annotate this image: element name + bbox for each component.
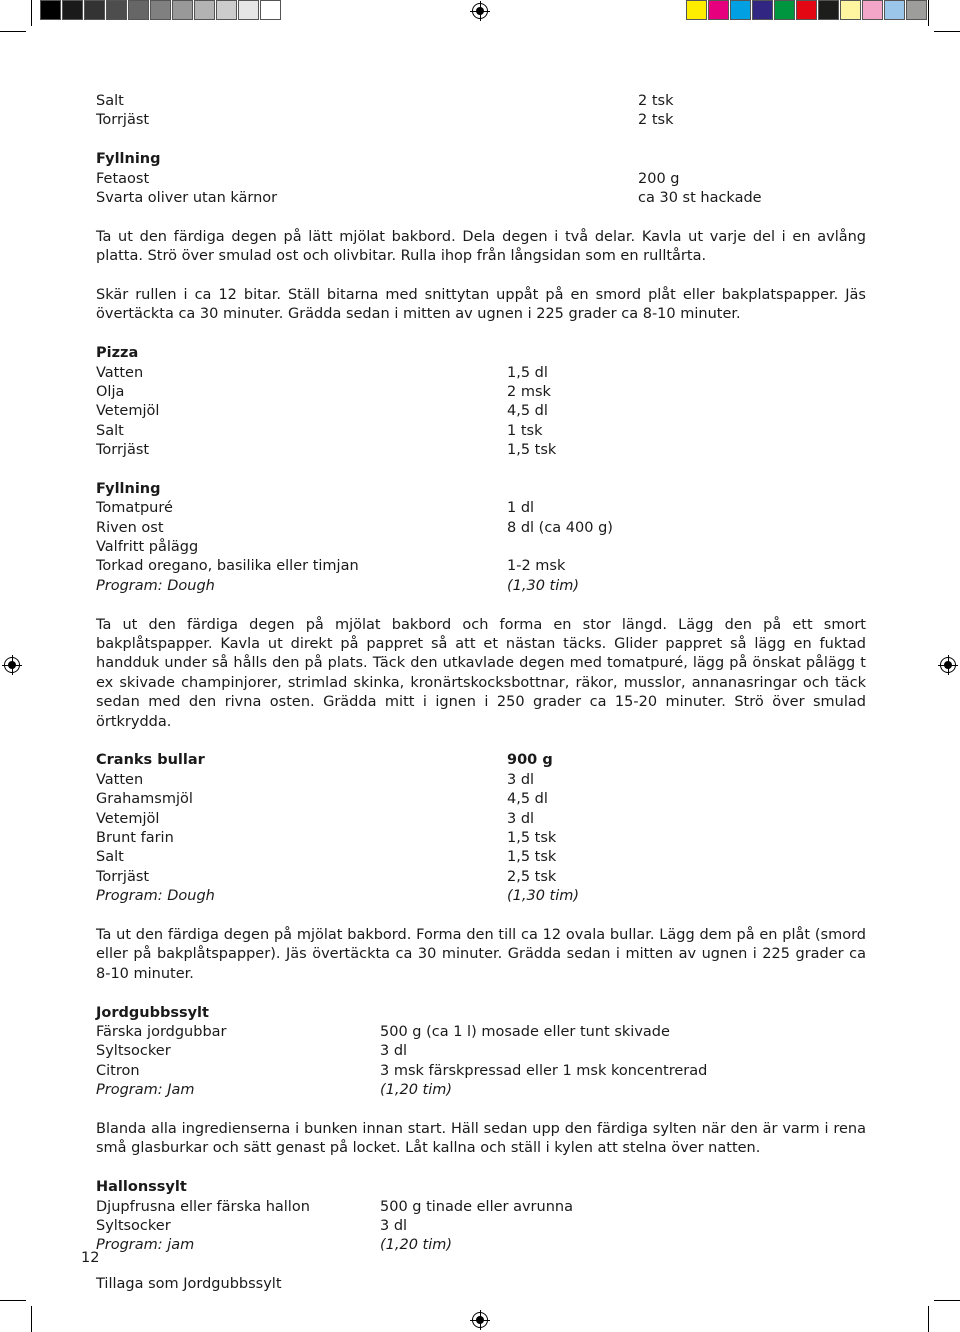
program-label: Program: Jam [96,1082,195,1099]
crop-mark [934,31,960,32]
ingredient-name: Vatten [96,364,144,381]
ingredient-amount: 3 dl [380,1043,408,1060]
ingredient-name: Salt [96,93,124,109]
ingredient-row [96,790,866,809]
crop-mark [928,0,929,26]
color-swatch [862,0,883,20]
ingredient-row [96,364,866,383]
ingredient-name: Färska jordgubbar [96,1023,227,1040]
ingredient-amount: 4,5 dl [507,403,548,420]
ingredient-amount: 3 dl [507,771,535,788]
color-calibration-bar [686,0,928,22]
color-swatch [730,0,751,20]
registration-mark-icon [472,3,488,19]
program-row [96,1081,866,1100]
ingredient-amount: 4,5 dl [507,791,548,808]
ingredient-row [96,771,866,790]
ingredient-amount: 3 dl [380,1217,408,1234]
color-swatch [796,0,817,20]
crop-mark [934,1300,960,1301]
ingredient-name: Syltsocker [96,1043,171,1060]
ingredient-row [96,829,866,848]
ingredient-amount: 500 g (ca 1 l) mosade eller tunt skivade [380,1023,670,1040]
ingredient-row [96,1062,866,1081]
color-swatch [840,0,861,20]
ingredient-amount: 1,5 dl [507,364,548,381]
crop-mark [31,1306,32,1332]
ingredient-row [96,557,866,576]
ingredient-row [96,519,866,538]
recipe-size: 900 g [507,752,553,769]
color-swatch [752,0,773,20]
grayscale-calibration-bar [40,0,282,22]
recipe-title: Jordgubbssylt [96,1004,209,1021]
ingredient-row [96,189,866,208]
ingredient-row [96,868,866,887]
program-time: (1,20 tim) [380,1082,453,1099]
ingredient-name: Olja [96,383,125,400]
gray-swatch [260,0,281,20]
recipe-title: Cranks bullar [96,752,205,769]
ingredient-amount: 200 g [638,170,680,187]
program-label: Program: jam [96,1237,195,1254]
ingredient-name: Vetemjöl [96,403,160,420]
ingredient-name: Torrjäst [96,112,150,129]
instruction-paragraph: Skär rullen i ca 12 bitar. Ställ bitarna med snittytan uppåt på en smord plåt eller bakplatspapper. Jäs övertäckta ca 30 minuter. Grädda sedan i mitten av ugnen i 225 grader ca 8-10 minuter. [96,286,866,323]
ingredient-name: Brunt farin [96,830,174,846]
gray-swatch [238,0,259,20]
ingredient-row [96,848,866,867]
page-number: 12 [81,1250,100,1266]
filling-heading: Fyllning [96,151,161,168]
gray-swatch [150,0,171,20]
registration-mark-icon [472,1312,488,1328]
ingredient-name: Tomatpuré [96,500,173,517]
ingredient-name: Torkad oregano, basilika eller timjan [96,558,359,575]
ingredient-row [96,170,866,189]
ingredient-amount: 500 g tinade eller avrunna [380,1198,573,1215]
registration-mark-icon [4,657,20,673]
ingredient-amount: 3 dl [507,810,535,827]
color-swatch [774,0,795,20]
program-time: (1,20 tim) [380,1237,453,1254]
instruction-paragraph: Ta ut den färdiga degen på mjölat bakbord och forma en stor längd. Lägg den på ett smort bakplåtspapper. Kavla ut direkt på pappret så att et nästan täcks. Glider pappret så lägg en fuktad handduk under så hålls den på plats. Täck den utkavlade degen med tomatpuré, lägg på önskat pålägg t ex skivade champinjorer, strimlad skinka, kronärtskocksbottnar, räkor, musslor, annanasringar och täck sedan med den rivna osten. Grädda mitt i ignen i 250 grader ca 15-20 minuter. Strö över smulad örtkrydda. [96,616,866,730]
crop-mark [31,0,32,26]
ingredient-amount: 1 dl [507,500,535,517]
crop-mark [928,1306,929,1332]
ingredient-row [96,1023,866,1042]
ingredient-row [96,402,866,421]
ingredient-name: Syltsocker [96,1217,171,1234]
ingredient-name: Grahamsmjöl [96,791,193,808]
ingredient-name: Vatten [96,771,144,788]
gray-swatch [128,0,149,20]
ingredient-amount: ca 30 st hackade [638,189,762,206]
ingredient-amount: 1,5 tsk [507,830,557,846]
ingredient-row [96,441,866,460]
ingredient-row [96,92,866,111]
ingredient-amount: 1,5 tsk [507,442,557,459]
ingredient-row [96,538,866,557]
ingredient-row [96,1042,866,1061]
ingredient-row [96,1198,866,1217]
program-row [96,577,866,596]
recipe-note: Tillaga som Jordgubbssylt [96,1276,282,1293]
ingredient-row [96,422,866,441]
color-swatch [818,0,839,20]
color-swatch [884,0,905,20]
ingredient-amount: 2 msk [507,383,551,400]
ingredient-name: Riven ost [96,519,164,536]
recipe-title: Pizza [96,345,139,362]
gray-swatch [40,0,61,20]
ingredient-name: Citron [96,1062,140,1079]
ingredient-row [96,111,866,130]
program-row [96,1236,866,1255]
ingredient-amount: 1-2 msk [507,558,566,575]
registration-mark-icon [940,657,956,673]
recipe-title: Hallonssylt [96,1179,187,1196]
recipe-title-row [96,751,866,770]
ingredient-amount: 8 dl (ca 400 g) [507,519,613,536]
ingredient-amount: 2,5 tsk [507,868,557,885]
ingredient-amount: 2 tsk [638,93,674,109]
color-swatch [686,0,707,20]
program-label: Program: Dough [96,577,215,594]
gray-swatch [62,0,83,20]
gray-swatch [194,0,215,20]
ingredient-amount: 2 tsk [638,112,674,129]
gray-swatch [172,0,193,20]
ingredient-name: Fetaost [96,170,150,187]
ingredient-row [96,383,866,402]
ingredient-name: Salt [96,849,124,866]
gray-swatch [216,0,237,20]
color-swatch [906,0,927,20]
ingredient-name: Vetemjöl [96,810,160,827]
filling-heading: Fyllning [96,480,161,497]
ingredient-name: Salt [96,422,124,439]
gray-swatch [106,0,127,20]
instruction-paragraph: Ta ut den färdiga degen på lätt mjölat bakbord. Dela degen i två delar. Kavla ut varje del i en avlång platta. Strö över smulad ost och olivbitar. Rulla ihop från långsidan som en rulltårta. [96,228,866,265]
ingredient-name: Svarta oliver utan kärnor [96,189,278,206]
ingredient-row [96,1217,866,1236]
ingredient-amount: 1,5 tsk [507,849,557,866]
color-swatch [708,0,729,20]
ingredient-name: Torrjäst [96,442,150,459]
program-time: (1,30 tim) [507,577,580,594]
ingredient-name: Torrjäst [96,868,150,885]
ingredient-amount: 1 tsk [507,422,543,439]
instruction-paragraph: Ta ut den färdiga degen på mjölat bakbord. Forma den till ca 12 ovala bullar. Lägg dem på en plåt (smord eller på bakplåtspapper). Jäs övertäckta ca 30 minuter. Grädda sedan i mitten av ugnen i 225 grader ca 8-10 minuter. [96,926,866,982]
instruction-paragraph: Blanda alla ingredienserna i bunken innan start. Häll sedan upp den färdiga sylten när den är varm i rena små glasburkar och sätt genast på locket. Låt kallna och ställ i kylen att stelna över natten. [96,1120,866,1157]
ingredient-amount: 3 msk färskpressad eller 1 msk koncentrerad [380,1062,708,1079]
ingredient-row [96,810,866,829]
program-time: (1,30 tim) [507,888,580,905]
ingredient-name: Valfritt pålägg [96,539,199,556]
page-content [96,92,866,1294]
ingredient-row [96,499,866,518]
program-row [96,887,866,906]
program-label: Program: Dough [96,888,215,905]
ingredient-name: Djupfrusna eller färska hallon [96,1198,310,1215]
crop-mark [0,31,26,32]
crop-mark [0,1300,26,1301]
gray-swatch [84,0,105,20]
